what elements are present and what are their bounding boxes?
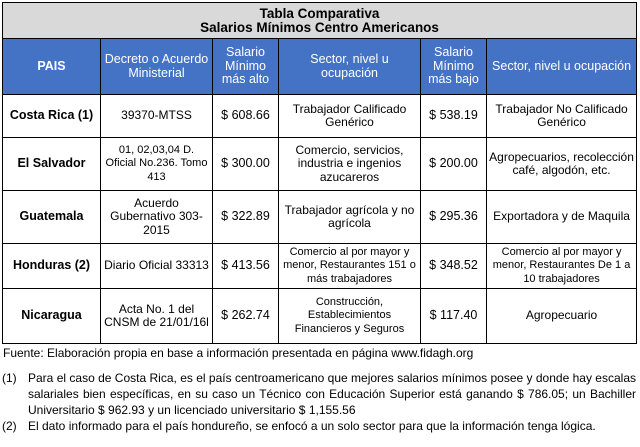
cell-pais: Guatemala — [3, 191, 101, 244]
cell-pais: Honduras (2) — [3, 244, 101, 289]
cell-sector-bajo: Trabajador No Calificado Genérico — [487, 95, 637, 138]
table-header-row — [3, 39, 637, 95]
cell-sector-bajo: Agropecuario — [487, 289, 637, 344]
cell-sector-alto: Trabajador agrícola y no agrícola — [279, 191, 421, 244]
footnote-number: (2) — [2, 419, 17, 433]
document — [2, 2, 636, 434]
header-sector-alto: Sector, nivel u ocupación — [279, 39, 421, 95]
cell-decreto: 01, 02,03,04 D. Oficial No.236. Tomo 413 — [101, 138, 213, 191]
table-row — [3, 138, 637, 191]
cell-sector-bajo: Comercio al por mayor y menor, Restaurantes De 1 a 10 trabajadores — [487, 244, 637, 289]
cell-sector-alto: Comercio, servicios, industria e ingenios azucareros — [279, 138, 421, 191]
table-title-line2: Salarios Mínimos Centro Americanos — [200, 19, 439, 35]
cell-salario-bajo: $ 117.40 — [421, 289, 487, 344]
cell-salario-bajo: $ 538.19 — [421, 95, 487, 138]
header-pais: PAIS — [3, 39, 101, 95]
cell-salario-bajo: $ 348.52 — [421, 244, 487, 289]
table-row — [3, 191, 637, 244]
comparison-table — [2, 2, 637, 344]
cell-decreto: 39370-MTSS — [101, 95, 213, 138]
cell-decreto: Diario Oficial 33313 — [101, 244, 213, 289]
header-decreto: Decreto o Acuerdo Ministerial — [101, 39, 213, 95]
cell-salario-alto: $ 262.74 — [213, 289, 279, 344]
table-title-line1: Tabla Comparativa — [259, 6, 380, 21]
cell-sector-alto: Trabajador Calificado Genérico — [279, 95, 421, 138]
footnote-number: (1) — [2, 371, 17, 385]
footnote-text: Para el caso de Costa Rica, es el país centroamericano que mejores salarios mínimos posee y donde hay escalas salariales bien específicas, en su caso un Técnico con Educación Superior está ganando $ 786.05; un Bachiller Universitario $ 962.93 y un licenciado universitario $ 1,155.56 — [28, 371, 636, 417]
cell-sector-alto: Comercio al por mayor y menor, Restaurantes 151 o más trabajadores — [279, 244, 421, 289]
header-sector-bajo: Sector, nivel u ocupación — [487, 39, 637, 95]
cell-pais: El Salvador — [3, 138, 101, 191]
cell-sector-bajo: Agropecuarios, recolección café, algodón, etc. — [487, 138, 637, 191]
cell-salario-bajo: $ 295.36 — [421, 191, 487, 244]
cell-salario-alto: $ 300.00 — [213, 138, 279, 191]
table-row — [3, 289, 637, 344]
table-row — [3, 95, 637, 138]
table-title — [3, 3, 637, 39]
footnotes — [2, 370, 636, 434]
cell-salario-alto: $ 413.56 — [213, 244, 279, 289]
footnote-text: El dato informado para el país hondureño, se enfocó a un solo sector para que la información tenga lógica. — [28, 419, 596, 433]
cell-sector-bajo: Exportadora y de Maquila — [487, 191, 637, 244]
cell-salario-alto: $ 322.89 — [213, 191, 279, 244]
cell-sector-alto: Construcción, Establecimientos Financieros y Seguros — [279, 289, 421, 344]
footnote — [2, 418, 636, 434]
source-note: Fuente: Elaboración propia en base a información presentada en página www.fidagh.org — [3, 346, 474, 360]
cell-salario-alto: $ 608.66 — [213, 95, 279, 138]
cell-salario-bajo: $ 200.00 — [421, 138, 487, 191]
cell-decreto: Acta No. 1 del CNSM de 21/01/16l — [101, 289, 213, 344]
footnote — [2, 370, 636, 418]
header-salario-alto: Salario Mínimo más alto — [213, 39, 279, 95]
cell-decreto: Acuerdo Gubernativo 303-2015 — [101, 191, 213, 244]
header-salario-bajo: Salario Mínimo más bajo — [421, 39, 487, 95]
cell-pais: Costa Rica (1) — [3, 95, 101, 138]
cell-pais: Nicaragua — [3, 289, 101, 344]
table-row — [3, 244, 637, 289]
